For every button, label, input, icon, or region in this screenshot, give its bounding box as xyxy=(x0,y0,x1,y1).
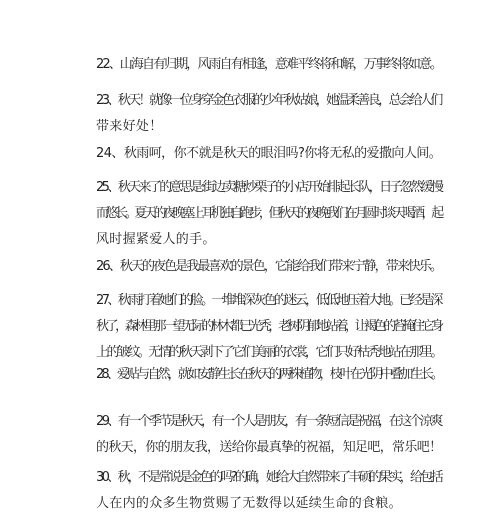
paragraph-line: 的秋天，你的朋友我，送给你最真挚的祝福，知足吧，常乐吧！ xyxy=(96,440,442,455)
paragraph-line: 22、山海自有归期，风雨自有相逢，意难平终将和解，万事终将如意。 xyxy=(96,57,442,72)
paragraph-line: 27、秋雨打着她们的脸。一堆堆深灰色的迷云，低低地压着大地。已经是深 xyxy=(96,293,441,308)
paragraph-line: 人在内的众多生物赏赐了无数得以延续生命的食粮。 xyxy=(96,496,402,511)
paragraph-24 xyxy=(96,141,441,167)
paragraph-line: 秋了，森林里那一望无际的林木都已光秃，老树阴郁地站着，让褐色的苔掩住它身 xyxy=(96,319,441,334)
paragraph-line: 上的皱纹。无情的秋天剥下了它们美丽的衣裳，它们只好枯秃地站在那里。 xyxy=(96,345,441,360)
paragraph-28 xyxy=(96,362,441,388)
paragraph-line: 26、秋天的夜色是我最喜欢的景色，它能给我们带来宁静，带来快乐。 xyxy=(96,259,442,274)
paragraph-26 xyxy=(96,254,441,280)
paragraph-line: 28、爱贴与自然，就如安静生长在秋天的两株植物，枝叶在光阴中叠加生长。 xyxy=(96,367,442,382)
paragraph-27 xyxy=(96,288,441,366)
paragraph-line: 带来好处！ xyxy=(96,119,163,134)
paragraph-25 xyxy=(96,175,441,253)
paragraph-line: 24、秋雨呵，你不就是秋天的眼泪吗?你将无私的爱撒向人间。 xyxy=(96,146,442,161)
paragraph-line: 30、秋，不是常说是金色的吗?的确，她给大自然带来了丰硕的果实，给包括 xyxy=(96,470,441,485)
paragraph-line: 而悠长。夏天的夜晚塞上耳机独自跑步，但秋天的夜晚我们在月圆时谈天喝酒，起 xyxy=(96,206,441,221)
paragraph-line: 29、有一个季节是秋天，有一个人是朋友，有一条短信是祝福，在这个凉爽 xyxy=(96,414,441,429)
paragraph-line: 25、秋天来了的意思是:街边卖糖炒栗子的小店开始排起长队，日子忽然缓慢 xyxy=(96,180,442,195)
paragraph-22 xyxy=(96,52,441,78)
paragraph-line: 风时握紧爱人的手。 xyxy=(96,232,216,247)
paragraph-line: 23、秋天！就像一位身穿金色衣服的少年秋姑娘，她温柔善良，总会给人们 xyxy=(96,93,441,108)
paragraph-23 xyxy=(96,88,441,140)
paragraph-29 xyxy=(96,409,441,461)
paragraph-30 xyxy=(96,465,441,517)
